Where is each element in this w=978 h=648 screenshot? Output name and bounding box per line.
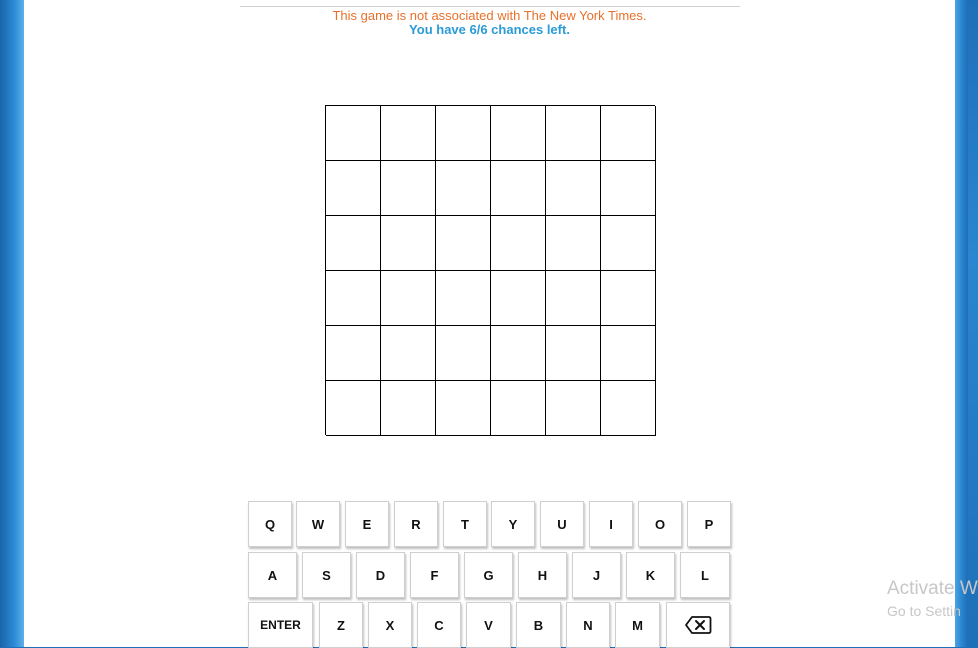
key-n[interactable]: N	[566, 602, 610, 648]
backspace-icon	[685, 616, 711, 634]
key-c[interactable]: C	[417, 602, 461, 648]
key-z[interactable]: Z	[319, 602, 363, 648]
key-r[interactable]: R	[394, 501, 438, 547]
board-cell	[601, 326, 656, 381]
key-l[interactable]: L	[680, 552, 730, 598]
key-o[interactable]: O	[638, 501, 682, 547]
board-cell	[491, 381, 546, 436]
desktop-background-right	[955, 0, 968, 647]
key-y[interactable]: Y	[491, 501, 535, 547]
board-cell	[601, 216, 656, 271]
windows-activation-watermark: Activate W	[887, 578, 978, 599]
board-cell	[436, 161, 491, 216]
board-cell	[546, 381, 601, 436]
key-q[interactable]: Q	[248, 501, 292, 547]
key-a[interactable]: A	[248, 552, 297, 598]
board-cell	[601, 106, 656, 161]
board-cell	[601, 161, 656, 216]
key-k[interactable]: K	[626, 552, 675, 598]
guess-board	[325, 105, 655, 435]
board-cell	[546, 161, 601, 216]
enter-key[interactable]: ENTER	[248, 602, 313, 648]
board-cell	[381, 271, 436, 326]
board-cell	[326, 381, 381, 436]
board-cell	[381, 381, 436, 436]
key-h[interactable]: H	[518, 552, 567, 598]
board-cell	[546, 106, 601, 161]
board-cell	[601, 271, 656, 326]
board-cell	[491, 106, 546, 161]
board-cell	[491, 161, 546, 216]
key-g[interactable]: G	[464, 552, 513, 598]
board-cell	[601, 381, 656, 436]
key-i[interactable]: I	[589, 501, 633, 547]
disclaimer-text: This game is not associated with The New York Times.	[332, 8, 647, 23]
key-w[interactable]: W	[296, 501, 340, 547]
chances-remaining: You have 6/6 chances left.	[409, 22, 570, 37]
divider	[240, 6, 740, 7]
windows-activation-subtext: Go to Settin	[887, 603, 961, 619]
board-cell	[436, 326, 491, 381]
backspace-key[interactable]	[666, 602, 730, 648]
desktop-background-left	[0, 0, 24, 647]
board-cell	[491, 326, 546, 381]
board-cell	[436, 271, 491, 326]
key-x[interactable]: X	[368, 602, 412, 648]
key-f[interactable]: F	[410, 552, 459, 598]
board-cell	[546, 271, 601, 326]
key-d[interactable]: D	[356, 552, 405, 598]
key-m[interactable]: M	[615, 602, 660, 648]
board-cell	[381, 326, 436, 381]
game-page	[24, 0, 955, 647]
key-s[interactable]: S	[302, 552, 351, 598]
board-cell	[436, 381, 491, 436]
board-cell	[326, 271, 381, 326]
board-cell	[436, 106, 491, 161]
key-u[interactable]: U	[540, 501, 584, 547]
board-cell	[326, 326, 381, 381]
board-cell	[326, 161, 381, 216]
board-cell	[546, 326, 601, 381]
board-cell	[546, 216, 601, 271]
key-v[interactable]: V	[466, 602, 511, 648]
board-cell	[491, 216, 546, 271]
key-j[interactable]: J	[572, 552, 621, 598]
board-cell	[381, 216, 436, 271]
board-cell	[436, 216, 491, 271]
key-t[interactable]: T	[443, 501, 487, 547]
key-b[interactable]: B	[516, 602, 561, 648]
board-cell	[381, 106, 436, 161]
key-e[interactable]: E	[345, 501, 389, 547]
board-cell	[326, 106, 381, 161]
board-cell	[326, 216, 381, 271]
key-p[interactable]: P	[687, 501, 731, 547]
board-cell	[381, 161, 436, 216]
board-cell	[491, 271, 546, 326]
